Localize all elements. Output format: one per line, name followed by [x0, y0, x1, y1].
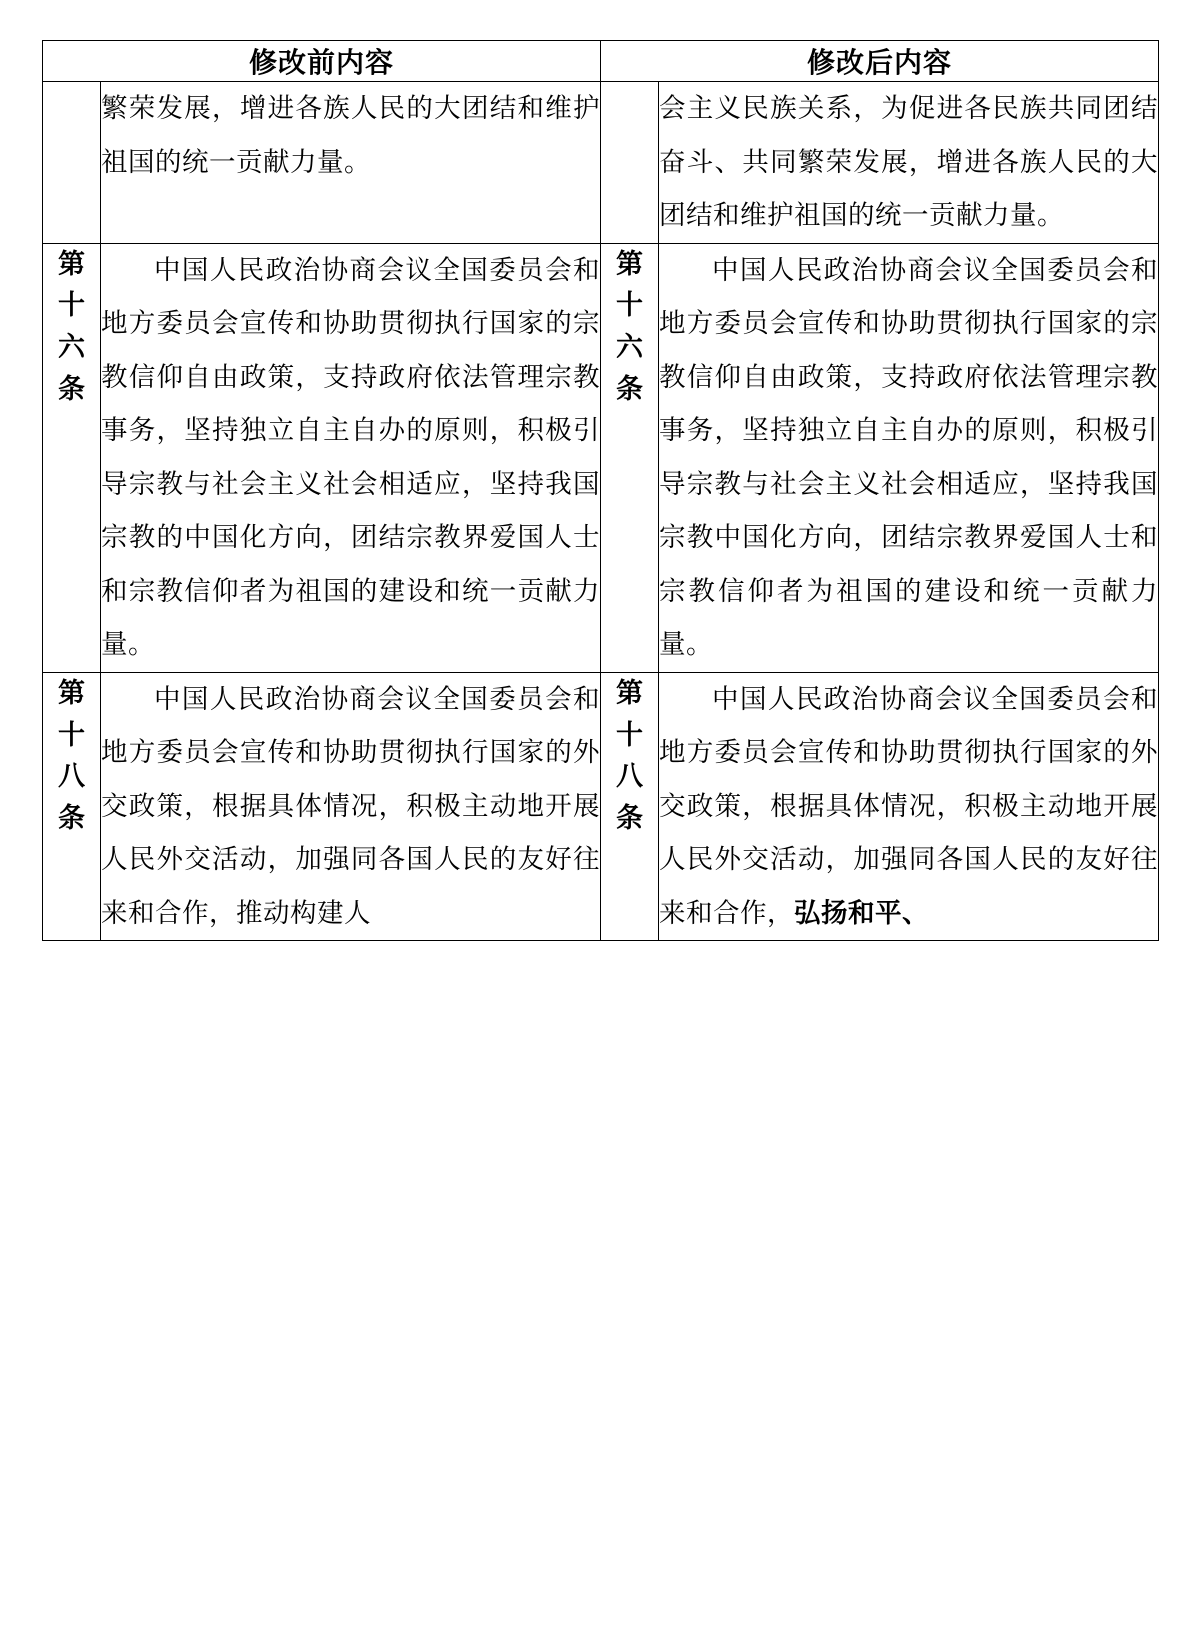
content-after [659, 672, 1159, 941]
article-label-text: 第十八条 [58, 677, 85, 834]
content-after [659, 243, 1159, 672]
article-label-before [43, 672, 101, 941]
header-before: 修改前内容 [43, 41, 601, 82]
paragraph [659, 673, 1158, 941]
content-before [101, 82, 601, 244]
article-label-after [601, 82, 659, 244]
comparison-table [42, 40, 1159, 941]
paragraph-emphasis: 弘扬和平、 [794, 897, 930, 928]
article-label-after [601, 672, 659, 941]
table-row [43, 243, 1159, 672]
article-label-text: 第十六条 [58, 248, 85, 405]
header-after: 修改后内容 [601, 41, 1159, 82]
article-label-text: 第十六条 [616, 248, 644, 405]
article-label-before [43, 82, 101, 244]
table-row [43, 672, 1159, 941]
article-label-before [43, 243, 101, 672]
paragraph: 繁荣发展，增进各族人民的大团结和维护祖国的统一贡献力量。 [101, 93, 601, 177]
paragraph-text: 中国人民政治协商会议全国委员会和地方委员会宣传和协助贯彻执行国家的外交政策，根据具体情况，积极主动地开展人民外交活动，加强同各国人民的友好往来和合作， [659, 683, 1159, 928]
table-row [43, 82, 1159, 244]
table-header-row [43, 41, 1159, 82]
article-label-text: 第十八条 [616, 677, 644, 834]
paragraph: 中国人民政治协商会议全国委员会和地方委员会宣传和协助贯彻执行国家的宗教信仰自由政策，支持政府依法管理宗教事务，坚持独立自主自办的原则，积极引导宗教与社会主义社会相适应，坚持我国宗教的中国化方向，团结宗教界爱国人士和宗教信仰者为祖国的建设和统一贡献力量。 [101, 254, 601, 660]
content-before [101, 672, 601, 941]
paragraph: 中国人民政治协商会议全国委员会和地方委员会宣传和协助贯彻执行国家的外交政策，根据具体情况，积极主动地开展人民外交活动，加强同各国人民的友好往来和合作，推动构建人 [101, 683, 601, 928]
paragraph: 会主义民族关系，为促进各民族共同团结奋斗、共同繁荣发展，增进各族人民的大团结和维护祖国的统一贡献力量。 [659, 93, 1159, 231]
article-label-after [601, 243, 659, 672]
paragraph: 中国人民政治协商会议全国委员会和地方委员会宣传和协助贯彻执行国家的宗教信仰自由政策，支持政府依法管理宗教事务，坚持独立自主自办的原则，积极引导宗教与社会主义社会相适应，坚持我国宗教中国化方向，团结宗教界爱国人士和宗教信仰者为祖国的建设和统一贡献力量。 [659, 254, 1159, 660]
content-before [101, 243, 601, 672]
content-after [659, 82, 1159, 244]
